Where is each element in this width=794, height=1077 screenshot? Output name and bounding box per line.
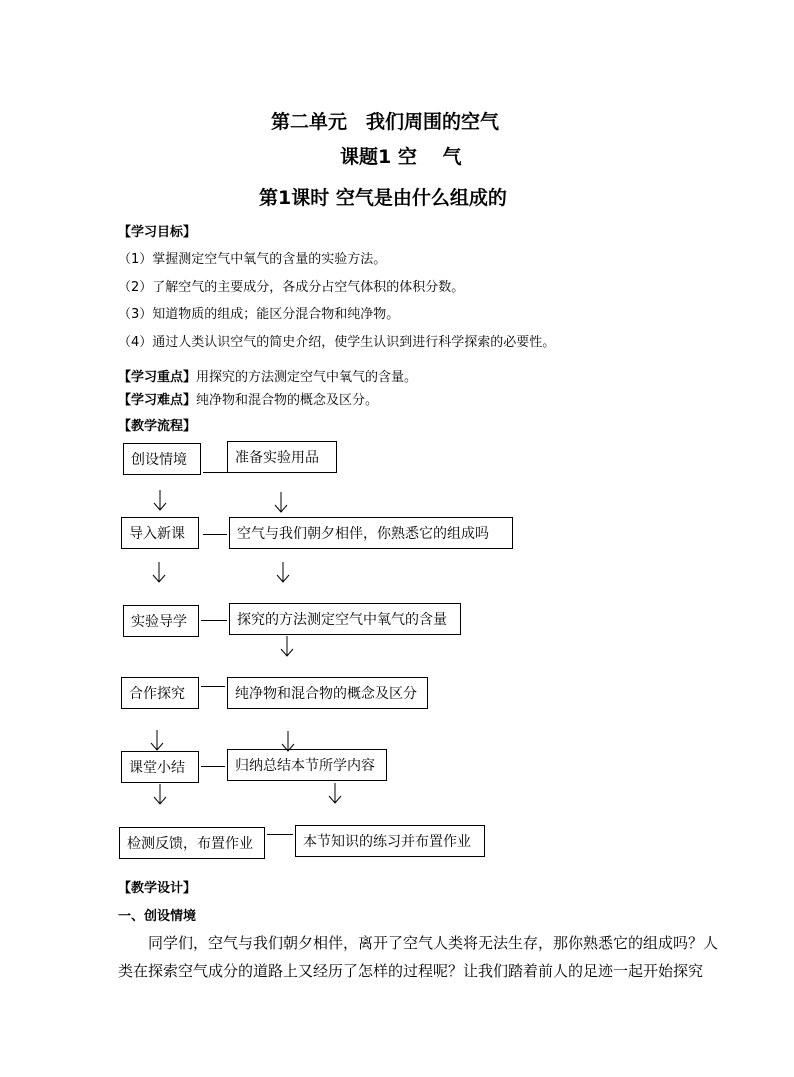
down-arrow-icon: [152, 562, 166, 584]
down-arrow-icon: [274, 492, 288, 514]
flow-connector: [201, 620, 227, 621]
flow-detail-box: 探究的方法测定空气中氧气的含量: [229, 603, 461, 635]
objective-item: （2）了解空气的主要成分，各成分占空气体积的体积分数。: [118, 280, 465, 295]
flow-heading: 【教学流程】: [118, 419, 197, 434]
flow-step-box: 合作探究: [121, 677, 199, 709]
down-arrow-icon: [276, 562, 290, 584]
down-arrow-icon: [150, 730, 164, 752]
down-arrow-icon: [153, 490, 167, 512]
flow-step-box: 课堂小结: [121, 751, 199, 783]
down-arrow-icon: [280, 636, 294, 658]
flow-detail-box: 准备实验用品: [227, 441, 337, 473]
down-arrow-icon: [328, 783, 342, 805]
flow-detail-box: 空气与我们朝夕相伴，你熟悉它的组成吗: [229, 517, 513, 549]
down-arrow-icon: [281, 731, 295, 753]
key-point-heading: 【学习重点】: [118, 370, 197, 385]
flow-step-box: 导入新课: [121, 517, 199, 549]
flow-connector: [203, 534, 227, 535]
flow-connector: [267, 834, 293, 835]
flow-connector: [203, 472, 229, 473]
flow-step-box: 实验导学: [123, 605, 199, 637]
flow-step-box: 检测反馈，布置作业: [119, 827, 265, 859]
paragraph-line: 同学们，空气与我们朝夕相伴，离开了空气人类将无法生存，那你熟悉它的组成吗？人: [118, 934, 719, 952]
difficulty-heading: 【学习难点】: [118, 393, 197, 408]
flow-connector: [201, 686, 225, 687]
flow-detail-box: 纯净物和混合物的概念及区分: [227, 677, 428, 709]
section-heading: 一、创设情境: [118, 909, 197, 924]
objective-item: （4）通过人类认识空气的简史介绍，使学生认识到进行科学探索的必要性。: [118, 335, 556, 350]
objective-item: （1）掌握测定空气中氧气的含量的实验方法。: [118, 252, 387, 267]
flow-detail-box: 本节知识的练习并布置作业: [295, 825, 485, 857]
objective-item: （3）知道物质的组成；能区分混合物和纯净物。: [118, 307, 400, 322]
down-arrow-icon: [153, 784, 167, 806]
lesson-title: 第1课时 空气是由什么组成的: [259, 187, 507, 209]
key-point-line: [118, 366, 417, 385]
difficulty-line: [118, 389, 378, 408]
flow-detail-box: 归纳总结本节所学内容: [227, 749, 387, 781]
difficulty-text: 纯净物和混合物的概念及区分。: [196, 393, 379, 408]
key-point-text: 用探究的方法测定空气中氧气的含量。: [196, 370, 418, 385]
flow-connector: [201, 766, 225, 767]
paragraph-line: 类在探索空气成分的道路上又经历了怎样的过程呢？让我们踏着前人的足迹一起开始探究: [118, 962, 704, 980]
unit-title: 第二单元 我们周围的空气: [271, 111, 500, 133]
topic-title: 课题1 空 气: [340, 146, 462, 168]
objectives-heading: 【学习目标】: [118, 225, 197, 240]
design-heading: 【教学设计】: [118, 881, 197, 896]
flow-step-box: 创设情境: [123, 443, 201, 475]
